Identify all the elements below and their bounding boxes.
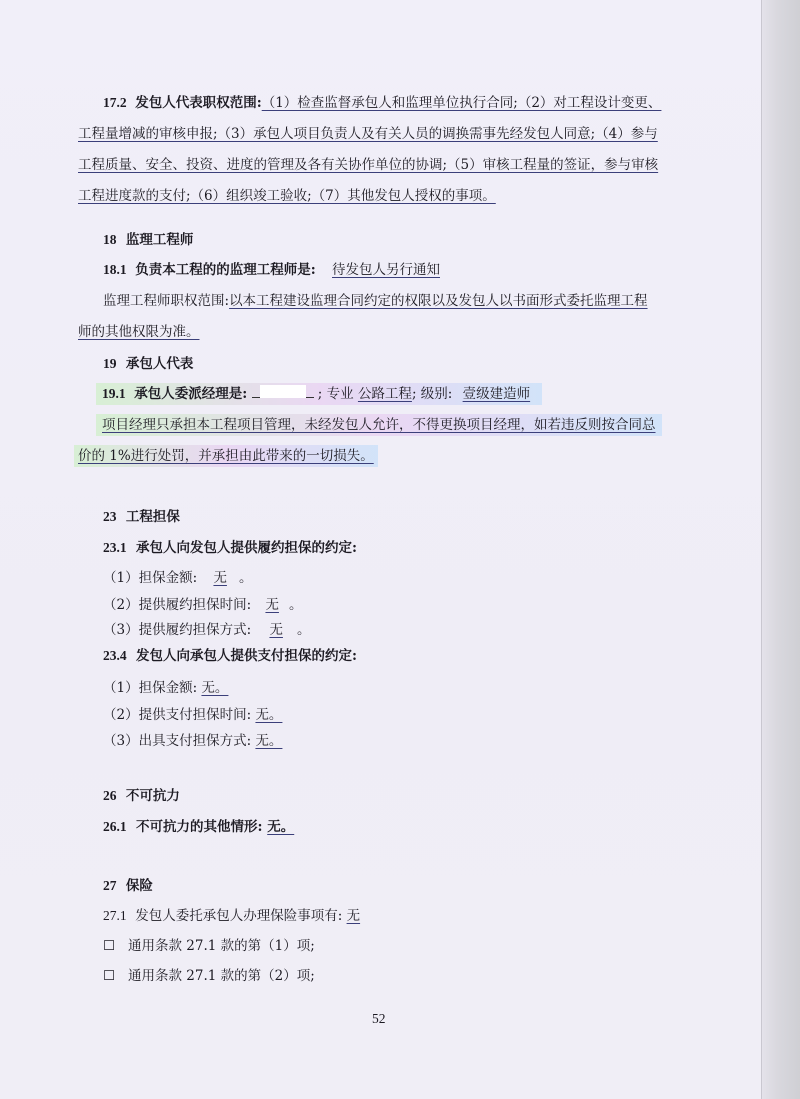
checkbox-icon: ☐ xyxy=(103,938,116,954)
clause-23-4: 23.4 发包人向承包人提供支付担保的约定: xyxy=(103,648,358,664)
clause-27-1: 27.1 发包人委托承包人办理保险事项有: 无 xyxy=(103,908,361,924)
list-item: （2）提供履约担保时间: 无 。 xyxy=(103,597,303,613)
clause-number: 17.2 xyxy=(103,95,127,110)
checkbox-item: ☐ 通用条款 27.1 款的第（2）项; xyxy=(103,968,315,984)
clause-text: 工程质量、安全、投资、进度的管理及各有关协作单位的协调;（5）审核工程量的签证，参与审核 xyxy=(78,157,659,173)
clause-text: 师的其他权限为准。 xyxy=(78,324,200,340)
section-23-heading: 23 工程担保 xyxy=(103,509,180,525)
list-item: （1）担保金额: 无。 xyxy=(103,680,229,696)
section-19-heading: 19 承包人代表 xyxy=(103,356,194,372)
clause-text: 项目经理只承担本工程项目管理，未经发包人允许，不得更换项目经理，如若违反则按合同总 xyxy=(96,414,662,436)
checkbox-icon: ☐ xyxy=(103,968,116,984)
clause-text: （1）检查监督承包人和监理单位执行合同;（2）对工程设计变更、 xyxy=(261,95,662,111)
list-item: （1）担保金额: 无 。 xyxy=(103,570,253,586)
clause-text: 工程量增减的审核申报;（3）承包人项目负责人及有关人员的调换需事先经发包人同意;（4）参与 xyxy=(78,126,658,142)
checkbox-item: ☐ 通用条款 27.1 款的第（1）项; xyxy=(103,938,315,954)
redacted-name xyxy=(252,385,314,398)
list-item: （2）提供支付担保时间: 无。 xyxy=(103,707,283,723)
list-item: （3）提供履约担保方式: 无 。 xyxy=(103,622,311,638)
page-number: 52 xyxy=(372,1011,386,1026)
clause-17-2 xyxy=(103,94,661,112)
clause-19-1: 19.1 承包人委派经理是: ; 专业 公路工程; 级别: 壹级建造师 xyxy=(96,383,542,405)
clause-18-1: 18.1 负责本工程的的监理工程师是: 待发包人另行通知 xyxy=(103,261,452,279)
supervisor-scope: 监理工程师职权范围:以本工程建设监理合同约定的权限以及发包人以书面形式委托监理工程 xyxy=(103,293,648,309)
clause-23-1: 23.1 承包人向发包人提供履约担保的约定: xyxy=(103,540,358,556)
clause-label: 发包人代表职权范围: xyxy=(135,95,262,111)
clause-26-1: 26.1 不可抗力的其他情形: 无。 xyxy=(103,819,295,835)
list-item: （3）出具支付担保方式: 无。 xyxy=(103,733,283,749)
clause-text: 工程进度款的支付;（6）组织竣工验收;（7）其他发包人授权的事项。 xyxy=(78,188,496,204)
section-18-heading: 18 监理工程师 xyxy=(103,232,194,248)
field-value: 待发包人另行通知 xyxy=(332,262,440,278)
section-26-heading: 26 不可抗力 xyxy=(103,788,180,804)
clause-text: 价的 1%进行处罚，并承担由此带来的一切损失。 xyxy=(74,445,378,467)
section-27-heading: 27 保险 xyxy=(103,878,153,894)
paper-edge xyxy=(761,0,800,1099)
